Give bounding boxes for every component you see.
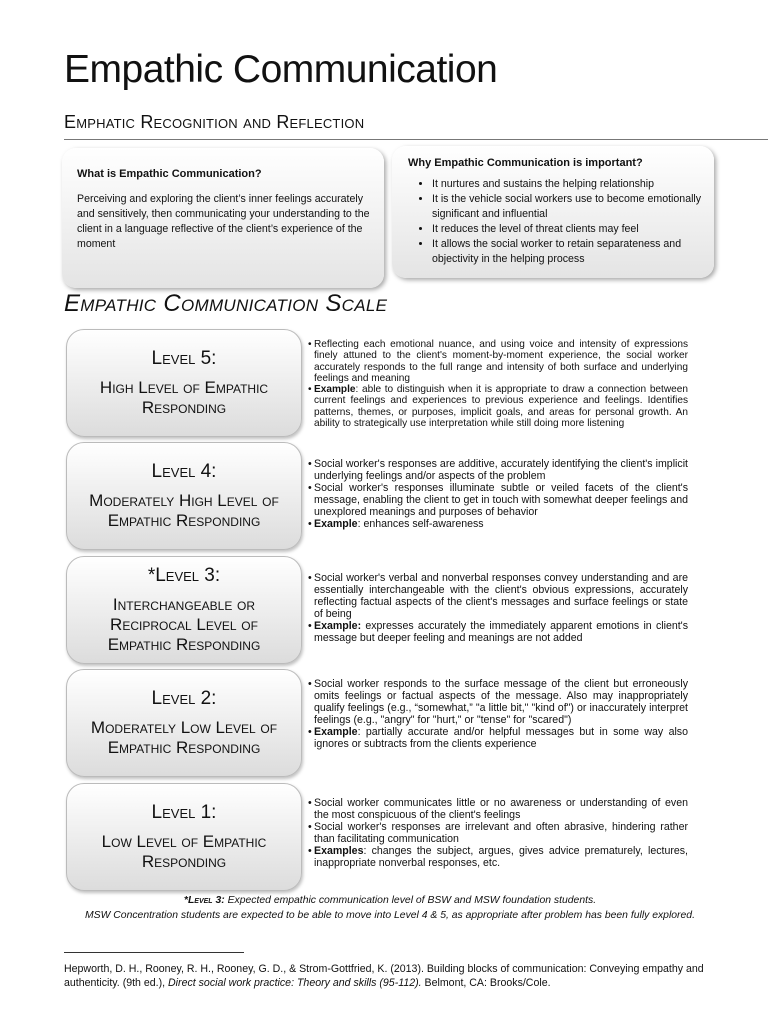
level-title: Level 1: — [151, 802, 217, 823]
bullet: • Social worker's verbal and nonverbal responses convey understanding and are essentially interchangeable with the client's obvious expressions, accurately reflecting factual aspects of the client's messages and surface feelings or state of being — [308, 572, 688, 620]
page-subtitle: Emphatic Recognition and Reflection — [64, 112, 365, 132]
why-list — [408, 177, 704, 267]
level-3-details — [308, 572, 688, 644]
level-description: Interchangeable or Reciprocal Level of Empathic Responding — [107, 595, 261, 654]
level-description: High Level of Empathic Responding — [99, 378, 269, 417]
why-item: • It nurtures and sustains the helping relationship — [432, 177, 704, 192]
level-5-box — [66, 329, 302, 437]
why-item: • It allows the social worker to retain separateness and objectivity in the helping process — [432, 237, 704, 267]
bullet: • Example: partially accurate and/or helpful messages but in some way also ignores or subtracts from the clients experience — [308, 726, 688, 750]
what-card-heading: What is Empathic Communication? — [77, 168, 262, 180]
why-item: • It is the vehicle social workers use to become emotionally significant and influential — [432, 192, 704, 222]
level-2-box — [66, 669, 302, 777]
why-item: • It reduces the level of threat clients may feel — [432, 222, 704, 237]
level-1-details — [308, 797, 688, 869]
why-card-heading: Why Empathic Communication is important? — [408, 157, 643, 169]
page-title: Empathic Communication — [64, 48, 498, 91]
bullet: • Social worker communicates little or no awareness or understanding of even the most conspicuous of the client's feelings — [308, 797, 688, 821]
level-description: Moderately Low Level of Empathic Responding — [90, 718, 278, 757]
level-description: Moderately High Level of Empathic Responding — [89, 491, 279, 530]
bullet: • Example: able to distinguish when it is appropriate to draw a connection between current feelings and experiences to previous experience and feelings. Identifies patterns, themes, or purposes, implicit goals, and areas for personal growth. An ability to strategically use interpretation while still doing more listening — [308, 384, 688, 430]
bullet: • Social worker responds to the surface message of the client but erroneously omits feelings or factual aspects of the message. Also may inappropriately qualify feelings (e.g., “somewhat,” "a little bit," "kind of") or inaccurately interpret feelings (e.g., "angry" for "hurt," or "tense" for "scared") — [308, 678, 688, 726]
level-2-details — [308, 678, 688, 750]
what-card-body: Perceiving and exploring the client’s inner feelings accurately and sensitively, then communicating your understanding to the client in a language reflective of the client’s experience of the moment — [77, 193, 370, 250]
title-divider — [64, 139, 768, 140]
level-3-note: *Level 3: Expected empathic communication level of BSW and MSW foundation students. MSW Concentration students are expected to be able to move into Level 4 & 5, as appropriate after problem has been fully explored. — [85, 895, 695, 921]
bullet: • Example: enhances self-awareness — [308, 518, 484, 530]
level-description: Low Level of Empathic Responding — [101, 832, 267, 871]
bullet: • Example: expresses accurately the immediately apparent emotions in client's message but deeper feeling and meanings are not added — [308, 620, 688, 644]
level-4-details — [308, 458, 688, 530]
bullet: • Reflecting each emotional nuance, and using voice and intensity of expressions finely attuned to the client's moment-by-moment experience, the social worker accurately responds to the full range and intensity of both surface and underlying feelings and meaning — [308, 339, 688, 384]
level-title: Level 2: — [151, 688, 217, 709]
level-5-details — [308, 339, 688, 429]
footnote-divider — [64, 952, 244, 953]
bullet: • Examples: changes the subject, argues, gives advice prematurely, lectures, inappropriate nonverbal responses, etc. — [308, 845, 688, 869]
level-title: Level 4: — [151, 461, 217, 482]
level-1-box — [66, 783, 302, 891]
level-title: Level 5: — [151, 348, 217, 369]
bullet: • Social worker's responses are irrelevant and often abrasive, hindering rather than facilitating communication — [308, 821, 688, 845]
bullet: • Social worker's responses are additive, accurately identifying the client's implicit underlying feelings and/or aspects of the problem — [308, 458, 688, 482]
scale-title: Empathic Communication Scale — [64, 290, 388, 317]
what-card — [62, 148, 384, 288]
level-4-box — [66, 442, 302, 550]
level-title: *Level 3: — [147, 565, 221, 586]
why-card — [392, 146, 714, 278]
bullet: • Social worker's responses illuminate subtle or veiled facets of the client's message, enabling the client to get in touch with somewhat deeper feelings and unexplored meanings and purposes of behavior — [308, 482, 688, 518]
reference-citation: Hepworth, D. H., Rooney, R. H., Rooney, G. D., & Strom-Gottfried, K. (2013). Building blocks of communication: Conveying empathy and authenticity. (9th ed.), Direct social work practice: Theory and skills (95-112). Belmont, CA: Brooks/Cole. — [64, 963, 704, 989]
level-3-box — [66, 556, 302, 664]
